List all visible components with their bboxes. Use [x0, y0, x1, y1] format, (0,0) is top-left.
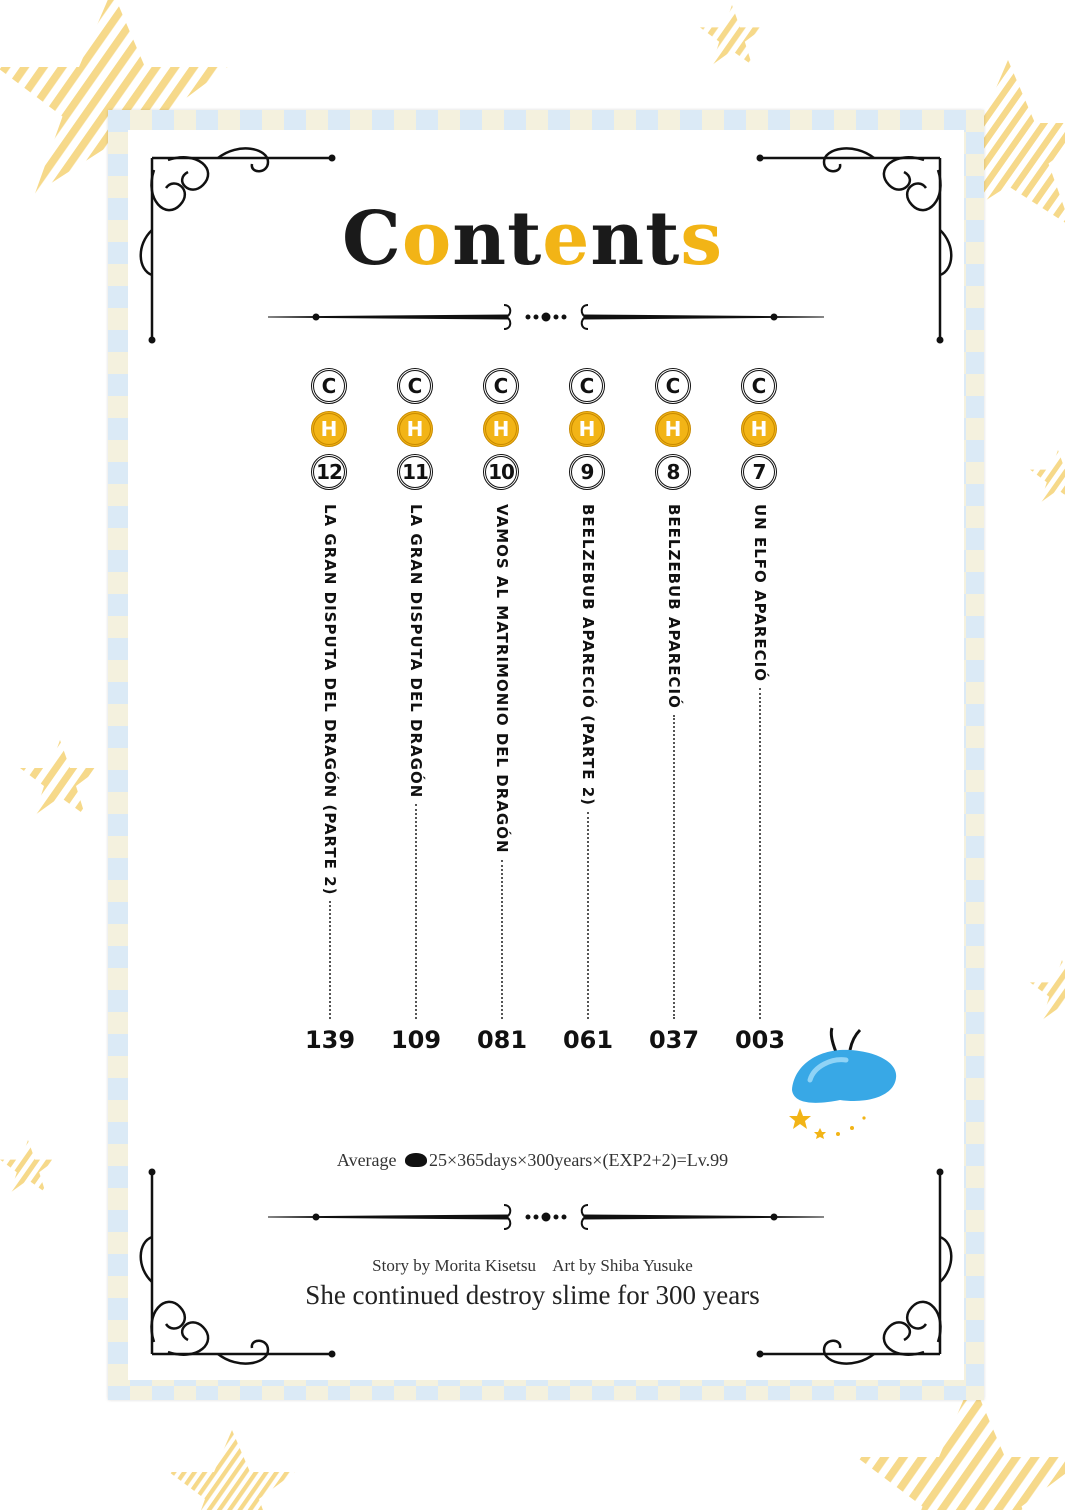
slime-mascot-icon: [780, 1020, 910, 1150]
c-badge: C: [655, 368, 691, 404]
story-credit: Story by Morita Kisetsu: [372, 1256, 537, 1275]
page-number: 109: [390, 1026, 442, 1054]
page-title: [0, 196, 1065, 282]
dot-leader: [673, 715, 675, 1019]
formula-prefix: Average: [336, 1150, 397, 1170]
divider-bottom: [268, 1205, 824, 1229]
chapter-number: 8: [655, 454, 691, 490]
h-badge: H: [569, 411, 605, 447]
title-letter: t: [507, 196, 543, 282]
page-number: 081: [476, 1026, 528, 1054]
c-badge: C: [741, 368, 777, 404]
ornamental-corners: [108, 110, 984, 1400]
chapter-entry[interactable]: [305, 364, 355, 1064]
title-letter: o: [401, 196, 453, 282]
c-badge: C: [569, 368, 605, 404]
chapter-entry[interactable]: [477, 364, 527, 1064]
dot-leader: [329, 901, 331, 1019]
slime-silhouette-icon: [405, 1153, 427, 1167]
chapter-title: LA GRAN DISPUTA DEL DRAGÓN: [407, 504, 425, 799]
chapter-title: LA GRAN DISPUTA DEL DRAGÓN (PARTE 2): [321, 504, 339, 896]
chapter-title: VAMOS AL MATRIMONIO DEL DRAGÓN: [493, 504, 511, 854]
title-letter: t: [645, 196, 681, 282]
h-badge: H: [655, 411, 691, 447]
chapter-entry[interactable]: [391, 364, 441, 1064]
chapter-title: BEELZEBUB APARECIÓ: [665, 504, 683, 709]
h-badge: H: [397, 411, 433, 447]
page-number: 139: [304, 1026, 356, 1054]
chapter-entry[interactable]: [649, 364, 699, 1064]
series-subtitle: She continued destroy slime for 300 years: [305, 1280, 760, 1310]
page-number: 037: [648, 1026, 700, 1054]
title-letter: e: [542, 196, 591, 282]
art-credit: Art by Shiba Yusuke: [552, 1256, 693, 1275]
formula-line: [0, 1150, 1065, 1171]
dot-leader: [587, 812, 589, 1019]
h-badge: H: [311, 411, 347, 447]
h-badge: H: [741, 411, 777, 447]
c-badge: C: [397, 368, 433, 404]
title-letter: C: [341, 196, 402, 282]
chapter-title: BEELZEBUB APARECIÓ (PARTE 2): [579, 504, 597, 807]
title-letter: n: [452, 196, 508, 282]
formula-text: 25×365days×300years×(EXP2+2)=Lv.99: [429, 1150, 729, 1170]
chapter-entry[interactable]: [735, 364, 785, 1064]
page-number: 003: [734, 1026, 786, 1054]
c-badge: C: [311, 368, 347, 404]
title-letter: s: [680, 196, 724, 282]
c-badge: C: [483, 368, 519, 404]
dot-leader: [501, 860, 503, 1019]
chapter-number: 12: [311, 454, 347, 490]
title-letter: n: [590, 196, 646, 282]
h-badge: H: [483, 411, 519, 447]
chapter-number: 10: [483, 454, 519, 490]
chapter-number: 9: [569, 454, 605, 490]
chapter-number: 7: [741, 454, 777, 490]
chapter-number: 11: [397, 454, 433, 490]
chapter-title: UN ELFO APARECIÓ: [751, 504, 769, 682]
dot-leader: [415, 804, 417, 1019]
chapter-entry[interactable]: [563, 364, 613, 1064]
credits-line: [0, 1256, 1065, 1276]
divider-top: [268, 305, 824, 329]
dot-leader: [759, 688, 761, 1019]
page-number: 061: [562, 1026, 614, 1054]
